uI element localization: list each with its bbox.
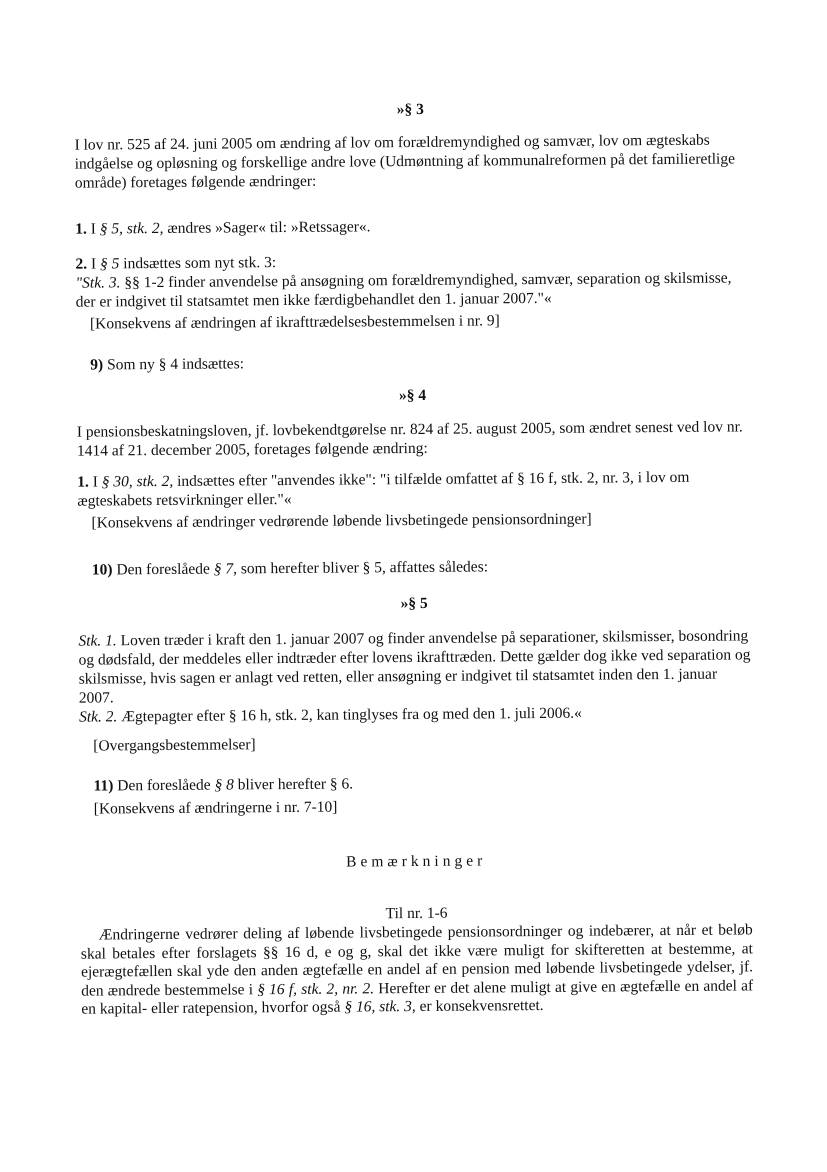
law-reference: § 16 f, stk. 2, nr. 2. [257, 979, 375, 998]
item-text: I [88, 473, 102, 491]
stk-text: Ægtepagter efter § 16 h, stk. 2, kan tinglyses fra og med den 1. juli 2006.« [117, 704, 582, 726]
law-reference: § 7, [213, 560, 238, 578]
item-text: I [87, 255, 101, 273]
change-11-note: [Konsekvens af ændringerne i nr. 7-10] [93, 798, 338, 818]
section-4-item-1 [77, 467, 749, 510]
law-reference: § 5, stk. 2, [99, 219, 164, 238]
quote-mark: " [75, 274, 83, 292]
change-text: som herefter bliver § 5, affattes således: [236, 558, 489, 578]
section-4-intro: I pensionsbeskatningsloven, jf. lovbekendtgørelse nr. 824 af 25. august 2005, som ændret senest ved lov nr. 1414 af 21. december 2005, foretages følgende ændring: [76, 418, 743, 460]
item-number: 1. [77, 473, 89, 491]
item-number: 1. [75, 220, 87, 238]
section-5-stk-2 [79, 702, 751, 726]
change-text: Den foreslåede [112, 560, 214, 579]
item-text: indsættes som nyt stk. 3: [119, 254, 277, 273]
law-reference: § 5 [99, 255, 120, 273]
change-text: bliver herefter § 6. [233, 775, 354, 794]
remarks-text: Herefter er det alene muligt at give en ægtefælle en andel af en kapital- eller ratepension, hvorfor også [81, 976, 754, 1018]
remarks-paragraph [81, 921, 754, 1019]
stk-text: Loven træder i kraft den 1. januar 2007 og finder anvendelse på separationer, skilsmisser, bosondring og dødsfald, der meddeles eller indtræder efter lovens ikrafttræden. Dette gælder dog ikke ved separation og skilsmisse, hvis sagen er anlagt ved retten, eller ansøgning er indgivet til statsamtet inden den 1. januar 2007. [78, 627, 751, 707]
item-text: indsættes efter "anvendes ikke": "i tilfælde omfattet af § 16 f, stk. 2, nr. 3, i lov om ægteskabets retsvirkninger eller."« [77, 468, 690, 510]
change-10 [78, 555, 764, 579]
remarks-text: Ændringerne vedrører deling af løbende livsbetingede pensionsordninger og indebærer, at når et beløb skal betales efter forslagets §§ 16 d, e og g, skal det ikke være muligt for skifteretten at bestemme, at ejerægtefællen skal yde den anden ægtefælle en andel af en pension med løbende livsbetingede ydelser, jf. den ændrede bestemmelse i [80, 921, 754, 1000]
section-3-heading: »§ 3 [396, 100, 424, 119]
change-number: 11) [93, 777, 114, 795]
remarks-heading: Bemærkninger [346, 852, 487, 871]
law-reference: § 8 [214, 776, 234, 794]
law-reference: § 16, stk. 3, [344, 997, 416, 1016]
change-text: Den foreslåede [113, 776, 215, 795]
change-number: 10) [91, 561, 113, 579]
section-4-heading: »§ 4 [398, 386, 427, 405]
change-number: 9) [90, 356, 104, 374]
stk-label: Stk. 1. [78, 632, 117, 650]
section-4-item-1-note: [Konsekvens af ændringer vedrørende løbende livsbetingede pensionsordninger] [91, 510, 592, 532]
section-5-stk-1 [78, 626, 751, 707]
stk-label: Stk. 2. [78, 708, 118, 726]
remarks-subheading: Til nr. 1-6 [385, 904, 448, 923]
law-reference: § 30, stk. 2, [101, 472, 174, 491]
section-3-intro: I lov nr. 525 af 24. juni 2005 om ændring af lov om forældremyndighed og samvær, lov om ægteskabs indgåelse og opløsning og forskellige andre love (Udmøntning af kommunalreformen på det familieretlige område) foretages følgende ændringer: [74, 131, 736, 192]
change-11 [79, 771, 765, 795]
change-9 [76, 350, 762, 374]
stk-label: Stk. 3. [82, 274, 121, 292]
remarks-text: er konsekvensrettet. [415, 996, 544, 1015]
section-5-heading: »§ 5 [400, 594, 428, 613]
section-3-item-2 [75, 249, 747, 311]
item-text: I [86, 220, 100, 238]
item-number: 2. [75, 255, 88, 273]
section-5-note: [Overgangsbestemmelser] [93, 736, 256, 755]
change-text: Som ny § 4 indsættes: [103, 355, 245, 374]
section-3-item-1 [75, 214, 747, 238]
section-3-item-2-note: [Konsekvens af ændringen af ikrafttrædelsesbestemmelsen i nr. 9] [89, 312, 500, 333]
item-text: ændres »Sager« til: »Retssager«. [163, 218, 371, 237]
item-text: §§ 1-2 finder anvendelse på ansøgning om forældremyndighed, samvær, separation og skilsmisse, der er indgivet til statsamtet men ikke færdigbehandlet den 1. januar 2007."« [75, 269, 732, 311]
